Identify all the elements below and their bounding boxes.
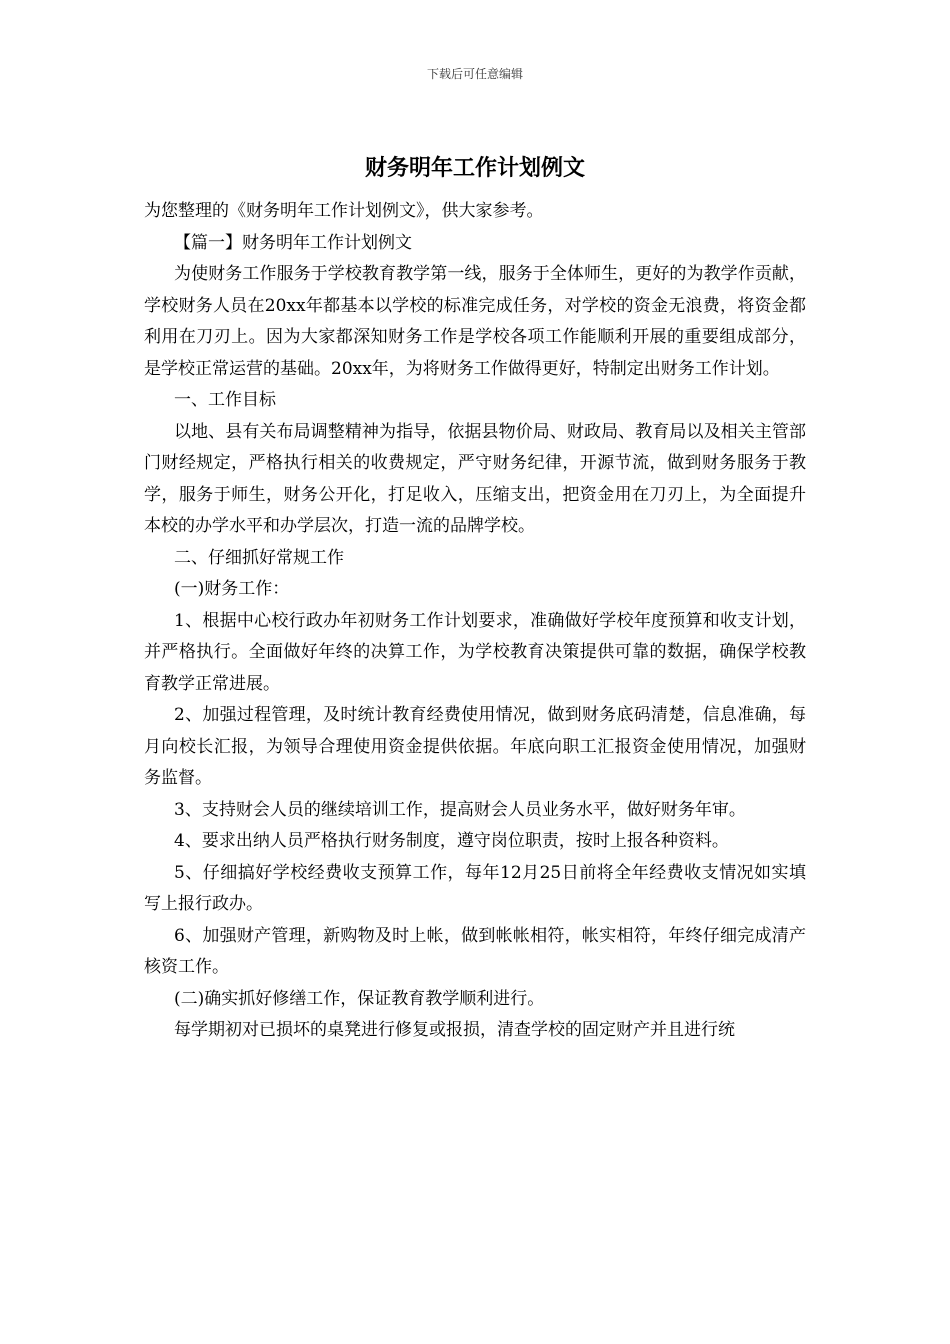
- list-item: 6、加强财产管理，新购物及时上帐，做到帐帐相符，帐实相符，年终仔细完成清产核资工作。: [144, 925, 806, 977]
- list-item: 3、支持财会人员的继续培训工作，提高财会人员业务水平，做好财务年审。: [174, 799, 746, 820]
- paragraph: 【篇一】财务明年工作计划例文: [174, 232, 412, 253]
- document-body: [144, 196, 806, 1047]
- subsection-heading: (一)财务工作：: [174, 579, 290, 599]
- list-item: 2、加强过程管理，及时统计教育经费使用情况，做到财务底码清楚，信息准确，每月向校长汇报，为领导合理使用资金提供依据。年底向职工汇报资金使用情况，加强财务监督。: [144, 705, 806, 788]
- document-title: 财务明年工作计划例文: [364, 155, 585, 181]
- section-heading: 一、工作目标: [174, 390, 276, 410]
- subsection-heading: (二)确实抓好修缮工作，保证教育教学顺利进行。: [174, 988, 545, 1009]
- header-note: 下载后可任意编辑: [426, 67, 523, 81]
- paragraph: 以地、县有关布局调整精神为指导，依据县物价局、财政局、教育局以及相关主管部门财经规定，严格执行相关的收费规定，严守财务纪律，开源节流，做到财务服务于教学，服务于师生，财务公开化，打足收入，压缩支出，把资金用在刀刃上，为全面提升本校的办学水平和办学层次，打造一流的品牌学校。: [144, 421, 806, 536]
- paragraph: 每学期初对已损坏的桌凳进行修复或报损，清查学校的固定财产并且进行统: [174, 1020, 735, 1040]
- list-item: 5、仔细搞好学校经费收支预算工作，每年12月25日前将全年经费收支情况如实填写上报行政办。: [144, 862, 806, 914]
- paragraph: 为您整理的《财务明年工作计划例文》，供大家参考。: [144, 201, 544, 221]
- section-heading: 二、仔细抓好常规工作: [174, 547, 344, 568]
- paragraph: 为使财务工作服务于学校教育教学第一线，服务于全体师生，更好的为教学作贡献，学校财务人员在20xx年都基本以学校的标准完成任务，对学校的资金无浪费，将资金都利用在刀刃上。因为大家都深知财务工作是学校各项工作能顺利开展的重要组成部分，是学校正常运营的基础。20xx年，为将财务工作做得更好，特制定出财务工作计划。: [144, 264, 806, 379]
- list-item: 1、根据中心校行政办年初财务工作计划要求，准确做好学校年度预算和收支计划，并严格执行。全面做好年终的决算工作，为学校教育决策提供可靠的数据，确保学校教育教学正常进展。: [144, 610, 806, 694]
- list-item: 4、要求出纳人员严格执行财务制度，遵守岗位职责，按时上报各种资料。: [174, 831, 729, 851]
